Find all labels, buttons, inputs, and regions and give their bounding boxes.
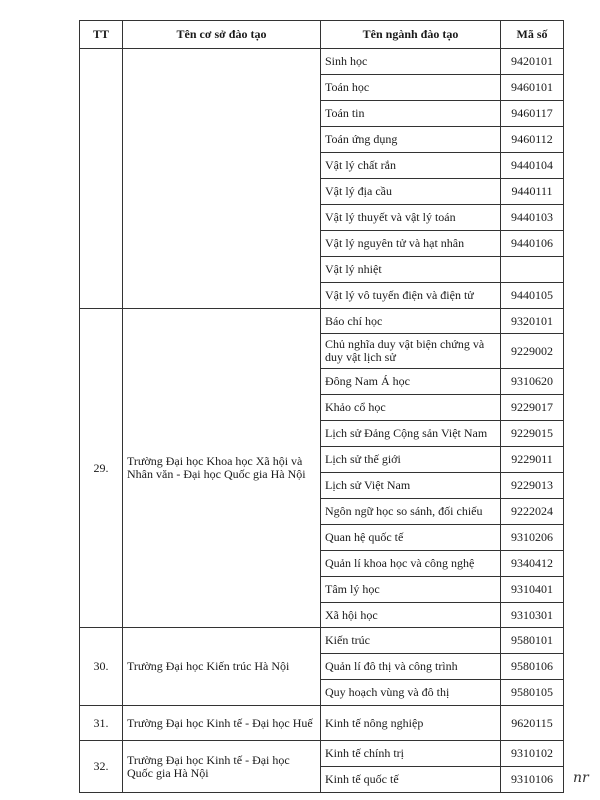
header-major: Tên ngành đào tạo <box>321 21 501 49</box>
major-cell: Quy hoạch vùng và đô thị <box>321 680 501 706</box>
school-cell: Trường Đại học Kiến trúc Hà Nội <box>123 628 321 706</box>
major-cell: Vật lý thuyết và vật lý toán <box>321 205 501 231</box>
code-cell: 9310102 <box>501 741 564 767</box>
major-cell: Vật lý vô tuyến điện và điện tử <box>321 283 501 309</box>
major-cell: Kinh tế chính trị <box>321 741 501 767</box>
code-cell: 9229013 <box>501 473 564 499</box>
major-cell: Khảo cổ học <box>321 395 501 421</box>
major-cell: Chủ nghĩa duy vật biện chứng và duy vật lịch sử <box>321 334 501 369</box>
code-cell: 9340412 <box>501 551 564 577</box>
tt-cell <box>80 49 123 309</box>
header-code: Mã số <box>501 21 564 49</box>
major-cell: Tâm lý học <box>321 577 501 603</box>
major-cell: Báo chí học <box>321 309 501 334</box>
code-cell: 9310106 <box>501 767 564 793</box>
table-row <box>80 309 564 334</box>
major-cell: Lịch sử thế giới <box>321 447 501 473</box>
major-cell: Vật lý địa cầu <box>321 179 501 205</box>
major-cell: Vật lý nguyên tử và hạt nhân <box>321 231 501 257</box>
major-cell: Toán tin <box>321 101 501 127</box>
major-cell: Kiến trúc <box>321 628 501 654</box>
code-cell: 9580101 <box>501 628 564 654</box>
code-cell: 9440111 <box>501 179 564 205</box>
major-cell: Vật lý nhiệt <box>321 257 501 283</box>
tt-cell: 31. <box>80 706 123 741</box>
major-cell: Lịch sử Việt Nam <box>321 473 501 499</box>
tt-cell: 29. <box>80 309 123 628</box>
school-cell: Trường Đại học Kinh tế - Đại học Huế <box>123 706 321 741</box>
table-row <box>80 741 564 767</box>
major-cell: Quản lí đô thị và công trình <box>321 654 501 680</box>
header-tt: TT <box>80 21 123 49</box>
major-cell: Kinh tế nông nghiệp <box>321 706 501 741</box>
major-cell: Toán ứng dụng <box>321 127 501 153</box>
major-cell: Vật lý chất rắn <box>321 153 501 179</box>
major-cell: Ngôn ngữ học so sánh, đối chiếu <box>321 499 501 525</box>
school-cell <box>123 49 321 309</box>
code-cell: 9229011 <box>501 447 564 473</box>
code-cell: 9310620 <box>501 369 564 395</box>
major-cell: Đông Nam Á học <box>321 369 501 395</box>
code-cell <box>501 257 564 283</box>
code-cell: 9440106 <box>501 231 564 257</box>
major-cell: Xã hội học <box>321 603 501 628</box>
school-cell: Trường Đại học Kinh tế - Đại học Quốc gia Hà Nội <box>123 741 321 793</box>
code-cell: 9440103 <box>501 205 564 231</box>
school-cell: Trường Đại học Khoa học Xã hội và Nhân văn - Đại học Quốc gia Hà Nội <box>123 309 321 628</box>
code-cell: 9460112 <box>501 127 564 153</box>
tt-cell: 32. <box>80 741 123 793</box>
table-row <box>80 628 564 654</box>
code-cell: 9460101 <box>501 75 564 101</box>
code-cell: 9440104 <box>501 153 564 179</box>
code-cell: 9320101 <box>501 309 564 334</box>
code-cell: 9310401 <box>501 577 564 603</box>
major-cell: Quản lí khoa học và công nghệ <box>321 551 501 577</box>
code-cell: 9580105 <box>501 680 564 706</box>
code-cell: 9310301 <box>501 603 564 628</box>
training-programs-table <box>79 20 564 793</box>
code-cell: 9229002 <box>501 334 564 369</box>
major-cell: Kinh tế quốc tế <box>321 767 501 793</box>
code-cell: 9440105 <box>501 283 564 309</box>
code-cell: 9580106 <box>501 654 564 680</box>
table-row <box>80 706 564 741</box>
code-cell: 9460117 <box>501 101 564 127</box>
table-row <box>80 49 564 75</box>
major-cell: Quan hệ quốc tế <box>321 525 501 551</box>
major-cell: Toán học <box>321 75 501 101</box>
margin-initials-mark: nr <box>573 770 589 786</box>
code-cell: 9310206 <box>501 525 564 551</box>
code-cell: 9222024 <box>501 499 564 525</box>
header-school: Tên cơ sở đào tạo <box>123 21 321 49</box>
major-cell: Sinh học <box>321 49 501 75</box>
code-cell: 9229015 <box>501 421 564 447</box>
code-cell: 9420101 <box>501 49 564 75</box>
code-cell: 9229017 <box>501 395 564 421</box>
tt-cell: 30. <box>80 628 123 706</box>
code-cell: 9620115 <box>501 706 564 741</box>
major-cell: Lịch sử Đảng Cộng sản Việt Nam <box>321 421 501 447</box>
